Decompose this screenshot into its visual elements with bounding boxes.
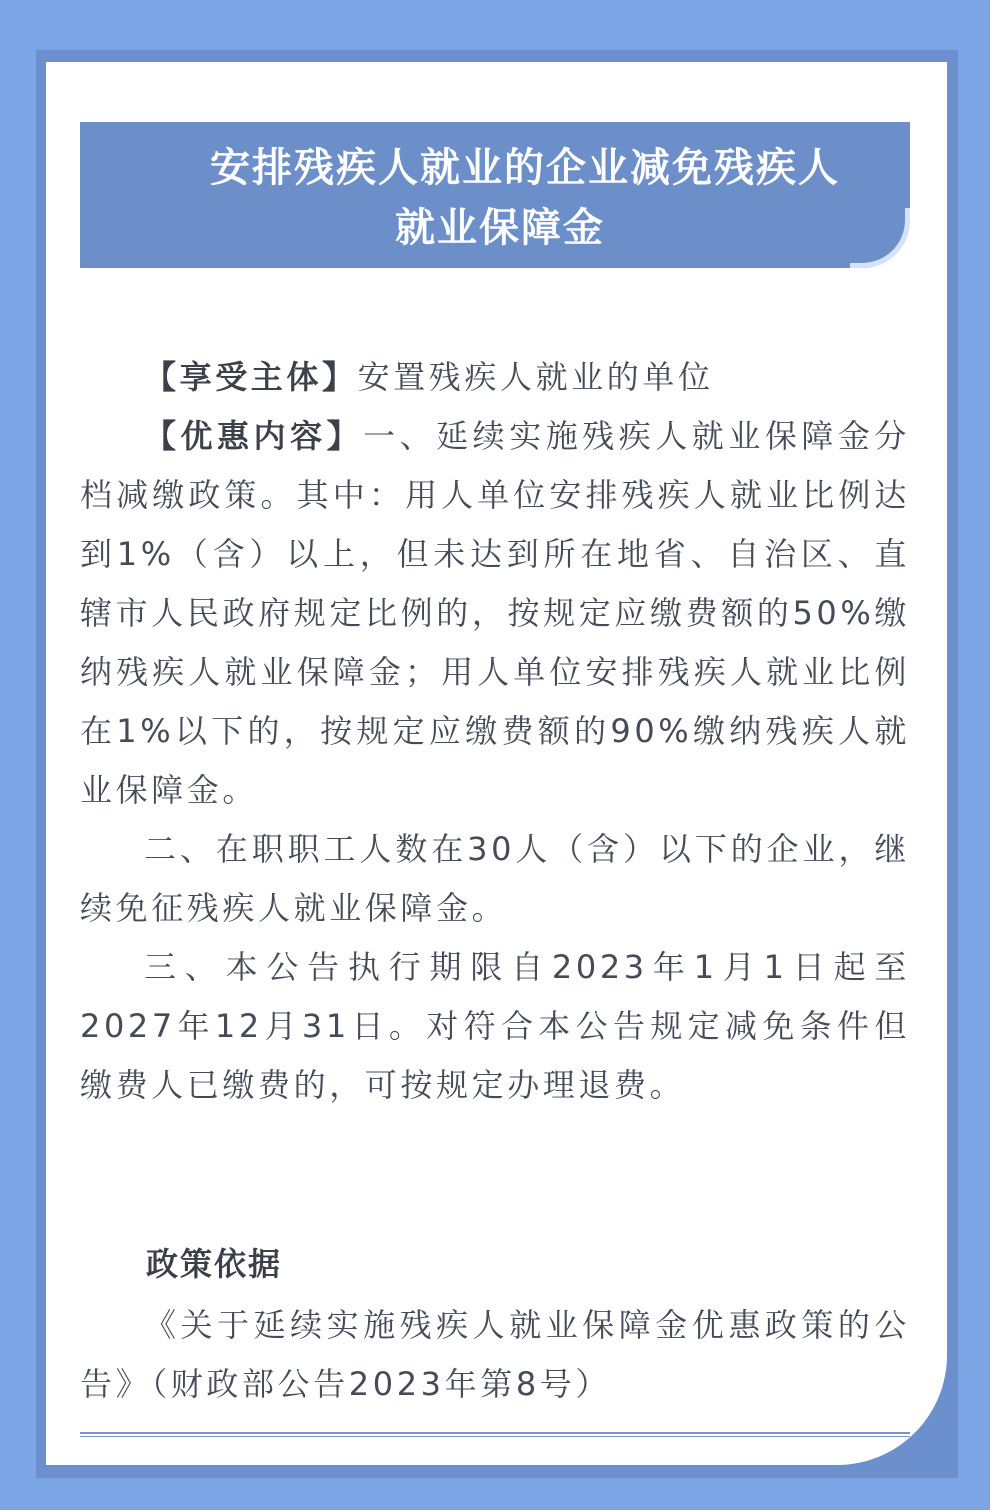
policy-body xyxy=(80,348,910,1115)
content-paragraph-2: 二、在职职工人数在30人（含）以下的企业，继续免征残疾人就业保障金。 xyxy=(80,830,910,927)
subject-value: 安置残疾人就业的单位 xyxy=(357,358,714,396)
title-banner xyxy=(80,122,910,268)
title-line-2: 就业保障金 xyxy=(395,205,605,251)
basis-title: 政策依据 xyxy=(146,1245,283,1283)
title-line-1: 安排残疾人就业的企业减免残疾人 xyxy=(210,145,840,191)
content-paragraph-1 xyxy=(80,407,910,820)
content-paragraph-3: 三、本公告执行期限自2023年1月1日起至2027年12月31日。对符合本公告规定减免条件但缴费人已缴费的，可按规定办理退费。 xyxy=(80,948,910,1104)
basis-text: 《关于延续实施残疾人就业保障金优惠政策的公告》（财政部公告2023年第8号） xyxy=(80,1306,910,1403)
content-label: 【优惠内容】 xyxy=(144,417,364,455)
subject-paragraph xyxy=(80,348,910,407)
content-card xyxy=(46,62,947,1465)
content-text-1: 一、延续实施残疾人就业保障金分档减缴政策。其中：用人单位安排残疾人就业比例达到1%（含）以上，但未达到所在地省、自治区、直辖市人民政府规定比例的，按规定应缴费额的50%缴纳残疾人就业保障金；用人单位安排残疾人就业比例在1%以下的，按规定应缴费额的90%缴纳残疾人就业保障金。 xyxy=(80,417,910,809)
subject-label: 【享受主体】 xyxy=(144,358,358,396)
bottom-divider xyxy=(80,1432,910,1437)
